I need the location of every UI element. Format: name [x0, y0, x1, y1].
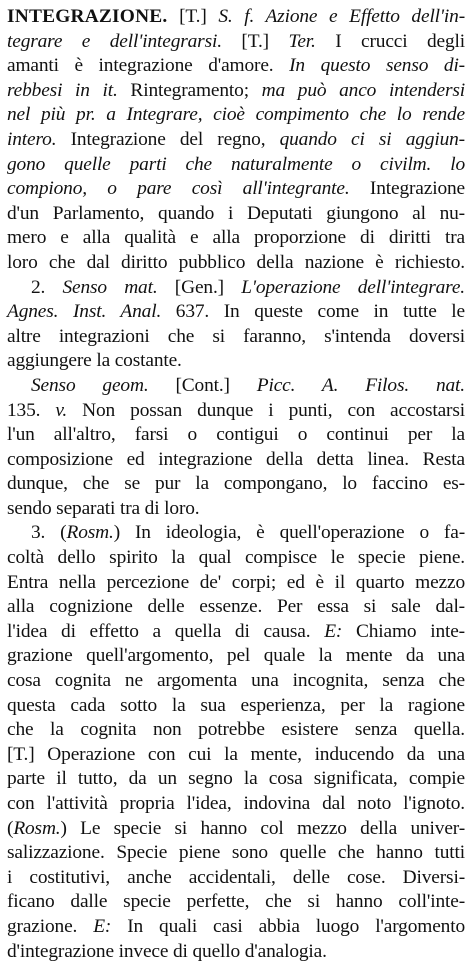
text-line	[7, 497, 465, 522]
text-line	[7, 226, 465, 251]
text-line	[7, 890, 465, 915]
italic-text: tegrare e dell'integrarsi.	[7, 30, 222, 52]
text-run: loro che dal diritto pubblico della nazione è richiesto.	[7, 251, 465, 273]
text-run: questa cada sotto la sua esperienza, per la ragione	[7, 694, 465, 716]
italic-text: E:	[324, 620, 343, 642]
text-line	[7, 472, 465, 497]
text-line	[7, 595, 465, 620]
text-line	[7, 251, 465, 276]
text-run: Integrazione	[349, 178, 465, 200]
text-line	[7, 644, 465, 669]
text-run: ) In ideologia, è quell'operazione o fa-	[113, 522, 466, 544]
text-line	[7, 153, 465, 178]
italic-text: In questo senso di-	[289, 55, 465, 77]
text-run: I crucci degli	[315, 30, 465, 52]
text-run: alla cognizione delle essenze. Per essa si sale dal-	[7, 596, 465, 618]
text-line	[7, 866, 465, 891]
italic-text: intero.	[7, 128, 57, 150]
text-run: ficano dalle specie perfette, che si hanno coll'inte-	[7, 891, 465, 913]
text-line	[7, 374, 465, 399]
text-run: Entra nella percezione de' corpi; ed è il quarto mezzo	[7, 571, 465, 593]
text-run: [Cont.]	[148, 374, 257, 396]
text-line	[7, 521, 465, 546]
text-line	[7, 669, 465, 694]
italic-text: compiono, o pare così all'integrante.	[7, 178, 350, 200]
text-line	[7, 5, 465, 30]
text-run: d'integrazione invece di quello d'analogia.	[7, 940, 327, 962]
italic-text: L'operazione dell'integrare.	[241, 276, 465, 298]
italic-text: gono quelle parti che naturalmente o civilm. lo	[7, 153, 465, 175]
italic-text: Senso geom.	[31, 374, 149, 396]
text-line	[7, 817, 465, 842]
text-line	[7, 718, 465, 743]
text-line	[7, 423, 465, 448]
text-run: Rintegramento;	[117, 79, 262, 101]
text-run: l'idea di effetto a quella di causa.	[7, 620, 325, 642]
text-line	[7, 300, 465, 325]
text-run: d'un Parlamento, quando i Deputati giungono al nu-	[7, 202, 465, 224]
italic-text: rebbesi in it.	[7, 79, 118, 101]
text-line	[7, 325, 465, 350]
text-run: 135.	[7, 399, 56, 421]
text-line	[7, 276, 465, 301]
text-run: aggiungere la costante.	[7, 350, 182, 372]
text-run: [T.] Operazione con cui la mente, inducendo da una	[7, 743, 465, 765]
text-run: con l'attività propria l'idea, indovina dal noto l'ignoto.	[7, 793, 465, 814]
text-line	[7, 940, 465, 964]
text-line	[7, 915, 465, 940]
text-line	[7, 79, 465, 104]
italic-text: S. f. Azione e Effetto dell'in-	[218, 6, 465, 27]
italic-text: nel più pr. a Integrare, cioè compimento che lo rende	[7, 104, 465, 126]
text-run: (	[7, 817, 14, 839]
text-run: dunque, che se pur la compongano, lo faccino es-	[7, 473, 465, 495]
text-line	[7, 571, 465, 596]
dictionary-entry-integrazione	[7, 5, 465, 964]
text-line	[7, 620, 465, 645]
text-run: 2.	[31, 276, 63, 298]
text-run: l'un all'altro, farsi o contigui o continui per la	[7, 424, 465, 446]
text-line	[7, 349, 465, 374]
headword: INTEGRAZIONE.	[7, 6, 168, 27]
text-run: amanti è integrazione d'amore.	[7, 55, 290, 77]
text-run: che la cognita non potrebbe esistere senza quella.	[7, 719, 465, 741]
text-run: salizzazione. Specie piene sono quelle che hanno tutti	[7, 842, 465, 864]
text-run: sendo separati tra di loro.	[7, 497, 200, 519]
text-line	[7, 841, 465, 866]
text-run: altre integrazioni che si faranno, s'intenda doversi	[7, 325, 465, 347]
text-run: parte il tutto, da un segno la cosa significata, compie	[7, 768, 465, 790]
italic-text: Ter.	[288, 30, 316, 52]
italic-text: Rosm.	[13, 817, 61, 839]
italic-text: E:	[93, 915, 112, 937]
text-line	[7, 177, 465, 202]
text-run: [Gen.]	[157, 276, 242, 298]
text-line	[7, 792, 465, 817]
text-line	[7, 694, 465, 719]
text-run: ) Le specie si hanno col mezzo della univer-	[60, 817, 465, 839]
text-run: 637. In queste come in tutte le	[161, 301, 465, 323]
text-line	[7, 54, 465, 79]
text-line	[7, 546, 465, 571]
text-run: composizione ed integrazione della detta linea. Resta	[7, 448, 465, 470]
text-line	[7, 399, 465, 424]
text-run: grazione.	[7, 915, 94, 937]
text-run: [T.]	[221, 30, 289, 52]
italic-text: ma può anco intendersi	[261, 79, 465, 101]
text-run: Non possan dunque i punti, con accostarsi	[67, 399, 465, 421]
text-line	[7, 128, 465, 153]
text-line	[7, 743, 465, 768]
italic-text: Agnes. Inst. Anal.	[7, 301, 162, 323]
text-run: [T.]	[167, 6, 219, 27]
text-run: In quali casi abbia luogo l'argomento	[111, 915, 465, 937]
italic-text: v.	[55, 399, 68, 421]
text-run: i costitutivi, anche accidentali, delle cose. Diversi-	[7, 866, 465, 888]
text-run: 3. (	[31, 522, 67, 544]
text-run: coltà dello spirito la qual compisce le specie piene.	[7, 547, 465, 569]
italic-text: Picc. A. Filos. nat.	[256, 374, 465, 396]
text-run: Chiamo inte-	[342, 620, 465, 642]
text-run: Integrazione del regno,	[56, 128, 280, 150]
text-run: grazione quell'argomento, pel quale la mente da una	[7, 645, 465, 667]
text-run: mero e alla qualità e alla proporzione di diritti tra	[7, 227, 465, 249]
text-line	[7, 448, 465, 473]
text-line	[7, 202, 465, 227]
italic-text: quando ci si aggiun-	[279, 128, 465, 150]
text-line	[7, 767, 465, 792]
text-run: cosa cognita ne argomenta una incognita, senza che	[7, 670, 465, 692]
italic-text: Rosm.	[66, 522, 114, 544]
italic-text: Senso mat.	[62, 276, 158, 298]
text-line	[7, 103, 465, 128]
text-line	[7, 30, 465, 55]
